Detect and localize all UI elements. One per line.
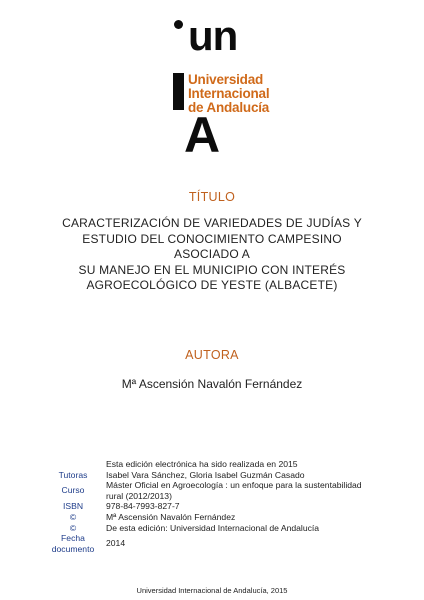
meta-row-isbn	[50, 501, 390, 512]
logo-line-1: Universidad	[188, 72, 264, 87]
meta-isbn: 978-84-7993-827-7	[106, 501, 180, 512]
meta-key-fecha	[50, 533, 96, 554]
meta-row-fecha	[50, 533, 390, 554]
meta-row-intro	[50, 459, 390, 470]
meta-row-copyright-edition	[50, 523, 390, 534]
meta-key-fecha-line-1: Fecha	[61, 533, 85, 544]
title-line-4: AGROECOLÓGICO DE YESTE (ALBACETE)	[86, 278, 338, 292]
meta-curso	[96, 480, 362, 501]
meta-key-empty	[50, 459, 96, 470]
logo-a-letter: A	[184, 107, 221, 163]
logo-un-text: un	[188, 12, 238, 59]
titulo-label: TÍTULO	[188, 190, 236, 204]
meta-key-copyright-2: ©	[69, 522, 77, 533]
meta-row-curso	[50, 480, 390, 501]
meta-intro: Esta edición electrónica ha sido realizada en 2015	[106, 459, 298, 469]
meta-curso-line-2: rural (2012/2013)	[106, 490, 172, 501]
meta-copyright-author: Mª Ascensión Navalón Fernández	[106, 511, 236, 522]
logo-line-2: Internacional	[188, 86, 270, 101]
meta-key-fecha-line-2: documento	[51, 543, 95, 554]
logo-line-3: de Andalucía	[188, 100, 270, 115]
meta-curso-line-1: Máster Oficial en Agroecología : un enfoque para la sustentabilidad	[106, 480, 362, 491]
meta-fecha: 2014	[106, 538, 126, 549]
author-name: Mª Ascensión Navalón Fernández	[121, 377, 303, 391]
meta-row-copyright-author	[50, 512, 390, 523]
meta-key-curso: Curso	[61, 485, 85, 496]
document-title	[50, 216, 374, 294]
meta-tutoras: Isabel Vara Sánchez, Gloria Isabel Guzmán Casado	[106, 469, 305, 480]
title-line-1: CARACTERIZACIÓN DE VARIEDADES DE JUDÍAS Y	[62, 216, 362, 230]
meta-key-tutoras: Tutoras	[58, 469, 88, 480]
meta-key-isbn: ISBN	[62, 501, 84, 512]
meta-copyright-edition: De esta edición: Universidad Internacional de Andalucía	[106, 522, 320, 533]
autora-label: AUTORA	[185, 348, 239, 362]
metadata-block	[50, 459, 390, 554]
university-logo	[170, 12, 280, 163]
logo-i-dot	[174, 20, 183, 29]
meta-key-copyright-1: ©	[69, 511, 77, 522]
title-line-3: SU MANEJO EN EL MUNICIPIO CON INTERÉS	[78, 262, 346, 277]
title-line-2: ESTUDIO DEL CONOCIMIENTO CAMPESINO ASOCIADO A	[82, 231, 342, 261]
logo-i-bar	[173, 73, 184, 110]
page-footer: Universidad Internacional de Andalucía, 2015	[136, 586, 288, 595]
meta-row-tutoras	[50, 470, 390, 481]
